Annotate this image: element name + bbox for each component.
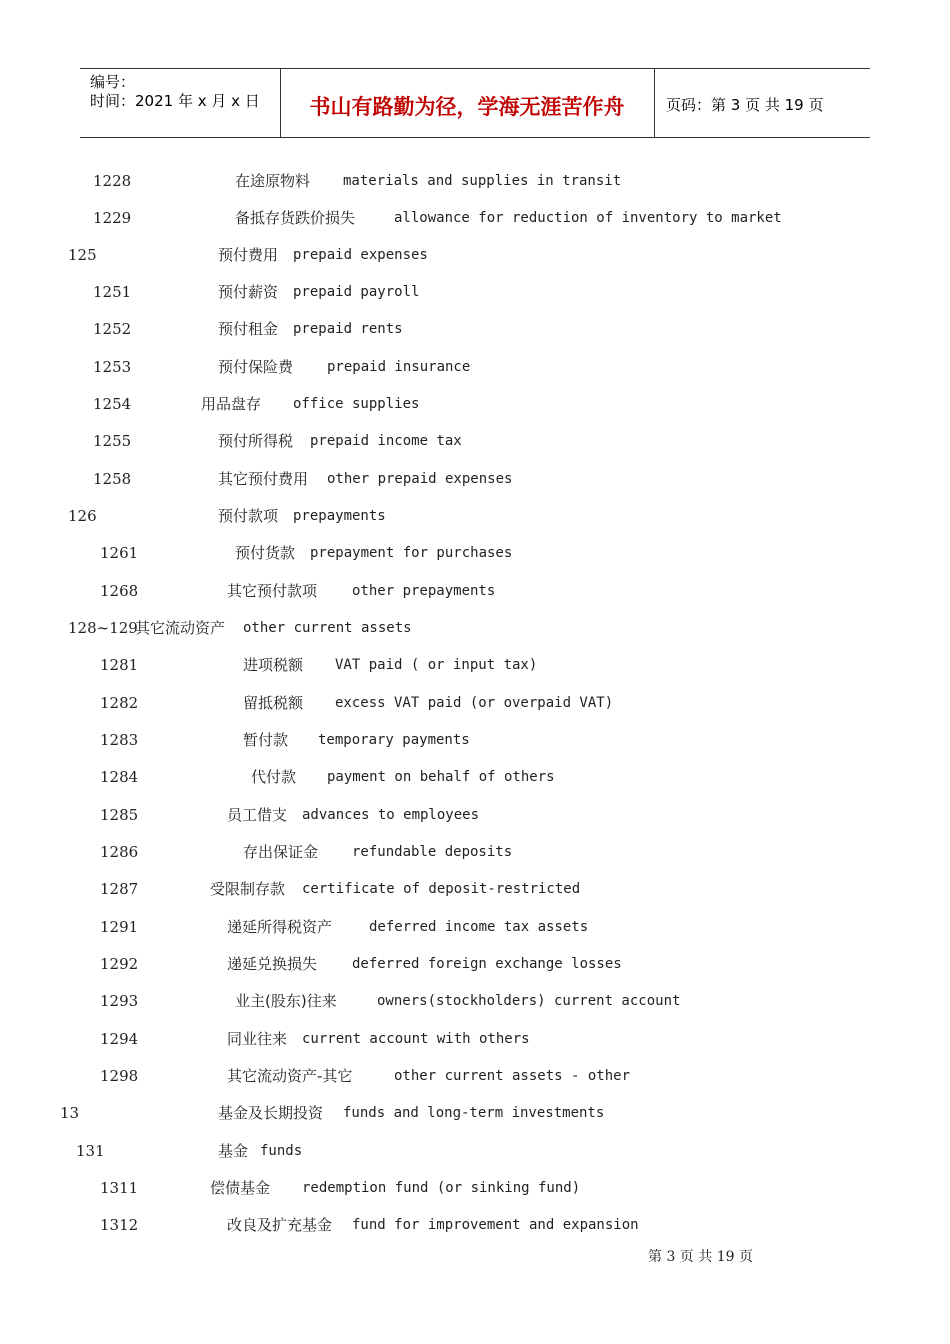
account-name-english: fund for improvement and expansion <box>352 1217 639 1233</box>
account-entry-row <box>0 207 950 229</box>
account-code: 125 <box>68 246 97 264</box>
account-code: 1254 <box>93 395 132 413</box>
account-entry-row <box>0 766 950 788</box>
account-entry-row <box>0 505 950 527</box>
account-name-english: refundable deposits <box>352 844 513 860</box>
account-name-chinese: 受限制存款 <box>210 880 286 898</box>
account-code: 1293 <box>100 992 139 1010</box>
account-name-english: VAT paid ( or input tax) <box>335 657 538 673</box>
account-code: 128~129 <box>68 619 138 637</box>
account-entry-row <box>0 1214 950 1236</box>
page-footer: 第 3 页 共 19 页 <box>648 1249 753 1265</box>
header-middle-cell <box>280 69 655 137</box>
account-entry-row <box>0 356 950 378</box>
account-entry-row <box>0 692 950 714</box>
account-name-chinese: 其它流动资产 <box>135 619 226 637</box>
account-name-english: prepaid rents <box>293 321 403 337</box>
account-code: 1283 <box>100 731 139 749</box>
account-name-english: prepaid income tax <box>310 433 462 449</box>
account-name-english: excess VAT paid (or overpaid VAT) <box>335 695 614 711</box>
document-header <box>80 68 870 138</box>
account-name-english: prepayments <box>293 508 386 524</box>
account-code: 1228 <box>93 172 132 190</box>
account-name-chinese: 员工借支 <box>227 806 288 824</box>
account-entry-row <box>0 617 950 639</box>
account-name-english: prepayment for purchases <box>310 545 513 561</box>
account-code: 1252 <box>93 320 132 338</box>
account-name-english: allowance for reduction of inventory to market <box>394 210 782 226</box>
account-name-english: current account with others <box>302 1031 530 1047</box>
account-code: 1251 <box>93 283 132 301</box>
account-name-chinese: 预付租金 <box>218 320 279 338</box>
account-code: 1253 <box>93 358 132 376</box>
account-name-english: certificate of deposit-restricted <box>302 881 581 897</box>
account-name-english: prepaid payroll <box>293 284 420 300</box>
account-name-chinese: 其它预付费用 <box>218 470 309 488</box>
account-code: 1284 <box>100 768 139 786</box>
account-code: 1292 <box>100 955 139 973</box>
account-code: 1285 <box>100 806 139 824</box>
account-code: 1311 <box>100 1179 139 1197</box>
account-code: 1294 <box>100 1030 139 1048</box>
header-page-code: 页码：第 3 页 共 19 页 <box>666 96 824 114</box>
account-name-chinese: 代付款 <box>251 768 297 786</box>
account-entry-row <box>0 170 950 192</box>
account-name-chinese: 业主(股东)往来 <box>235 992 337 1010</box>
account-name-chinese: 预付薪资 <box>218 283 279 301</box>
account-name-english: office supplies <box>293 396 420 412</box>
account-name-chinese: 偿债基金 <box>210 1179 271 1197</box>
account-name-english: funds and long-term investments <box>343 1105 605 1121</box>
account-name-chinese: 同业往来 <box>227 1030 288 1048</box>
account-name-chinese: 在途原物料 <box>235 172 311 190</box>
account-entry-row <box>0 878 950 900</box>
account-name-chinese: 用品盘存 <box>201 395 262 413</box>
account-entry-row <box>0 841 950 863</box>
account-name-chinese: 留抵税额 <box>243 694 304 712</box>
account-code: 126 <box>68 507 97 525</box>
account-name-chinese: 其它流动资产-其它 <box>227 1067 353 1085</box>
account-entry-row <box>0 1028 950 1050</box>
account-name-chinese: 暂付款 <box>243 731 289 749</box>
account-entry-row <box>0 916 950 938</box>
account-entry-row <box>0 1177 950 1199</box>
account-entry-row <box>0 953 950 975</box>
account-name-english: other current assets - other <box>394 1068 631 1084</box>
account-name-english: redemption fund (or sinking fund) <box>302 1180 581 1196</box>
account-entry-row <box>0 430 950 452</box>
account-name-english: materials and supplies in transit <box>343 173 622 189</box>
account-entry-row <box>0 1065 950 1087</box>
account-code: 1291 <box>100 918 139 936</box>
account-code: 1255 <box>93 432 132 450</box>
account-code: 1286 <box>100 843 139 861</box>
account-code: 1229 <box>93 209 132 227</box>
account-entry-row <box>0 1140 950 1162</box>
account-code: 1312 <box>100 1216 139 1234</box>
account-name-chinese: 其它预付款项 <box>227 582 318 600</box>
account-code: 131 <box>76 1142 105 1160</box>
account-name-english: other prepayments <box>352 583 496 599</box>
account-name-english: other prepaid expenses <box>327 471 513 487</box>
account-code: 13 <box>60 1104 80 1122</box>
account-entry-row <box>0 468 950 490</box>
account-entry-row <box>0 244 950 266</box>
account-name-chinese: 备抵存货跌价损失 <box>235 209 356 227</box>
account-code: 1287 <box>100 880 139 898</box>
account-name-english: temporary payments <box>318 732 470 748</box>
account-entry-row <box>0 804 950 826</box>
account-name-chinese: 基金 <box>218 1142 249 1160</box>
account-name-chinese: 预付货款 <box>235 544 296 562</box>
account-name-chinese: 进项税额 <box>243 656 304 674</box>
account-name-english: prepaid insurance <box>327 359 471 375</box>
account-name-chinese: 基金及长期投资 <box>218 1104 324 1122</box>
account-name-english: advances to employees <box>302 807 480 823</box>
header-right-cell <box>656 69 870 137</box>
account-code: 1282 <box>100 694 139 712</box>
document-number-label: 编号： <box>90 73 136 91</box>
account-name-english: payment on behalf of others <box>327 769 555 785</box>
account-entry-row <box>0 729 950 751</box>
account-code: 1298 <box>100 1067 139 1085</box>
account-name-english: deferred income tax assets <box>369 919 589 935</box>
account-entry-row <box>0 580 950 602</box>
account-name-chinese: 存出保证金 <box>243 843 319 861</box>
account-name-chinese: 预付所得税 <box>218 432 294 450</box>
account-code: 1268 <box>100 582 139 600</box>
header-left-cell <box>80 69 281 137</box>
account-code: 1258 <box>93 470 132 488</box>
account-code: 1261 <box>100 544 139 562</box>
account-name-chinese: 改良及扩充基金 <box>227 1216 333 1234</box>
account-name-chinese: 预付款项 <box>218 507 279 525</box>
account-name-english: deferred foreign exchange losses <box>352 956 622 972</box>
account-name-english: other current assets <box>243 620 412 636</box>
account-entry-row <box>0 318 950 340</box>
account-name-english: owners(stockholders) current account <box>377 993 681 1009</box>
account-entry-row <box>0 393 950 415</box>
account-entry-row <box>0 1102 950 1124</box>
account-entry-row <box>0 990 950 1012</box>
account-code: 1281 <box>100 656 139 674</box>
account-entry-row <box>0 542 950 564</box>
document-time-label: 时间：2021 年 x 月 x 日 <box>90 92 260 110</box>
account-name-chinese: 递延所得税资产 <box>227 918 333 936</box>
header-motto: 书山有路勤为径，学海无涯苦作舟 <box>309 95 625 119</box>
account-name-english: funds <box>260 1143 303 1159</box>
account-name-chinese: 预付费用 <box>218 246 279 264</box>
account-entry-row <box>0 654 950 676</box>
account-name-chinese: 预付保险费 <box>218 358 294 376</box>
account-entry-row <box>0 281 950 303</box>
account-name-chinese: 递延兑换损失 <box>227 955 318 973</box>
account-name-english: prepaid expenses <box>293 247 428 263</box>
